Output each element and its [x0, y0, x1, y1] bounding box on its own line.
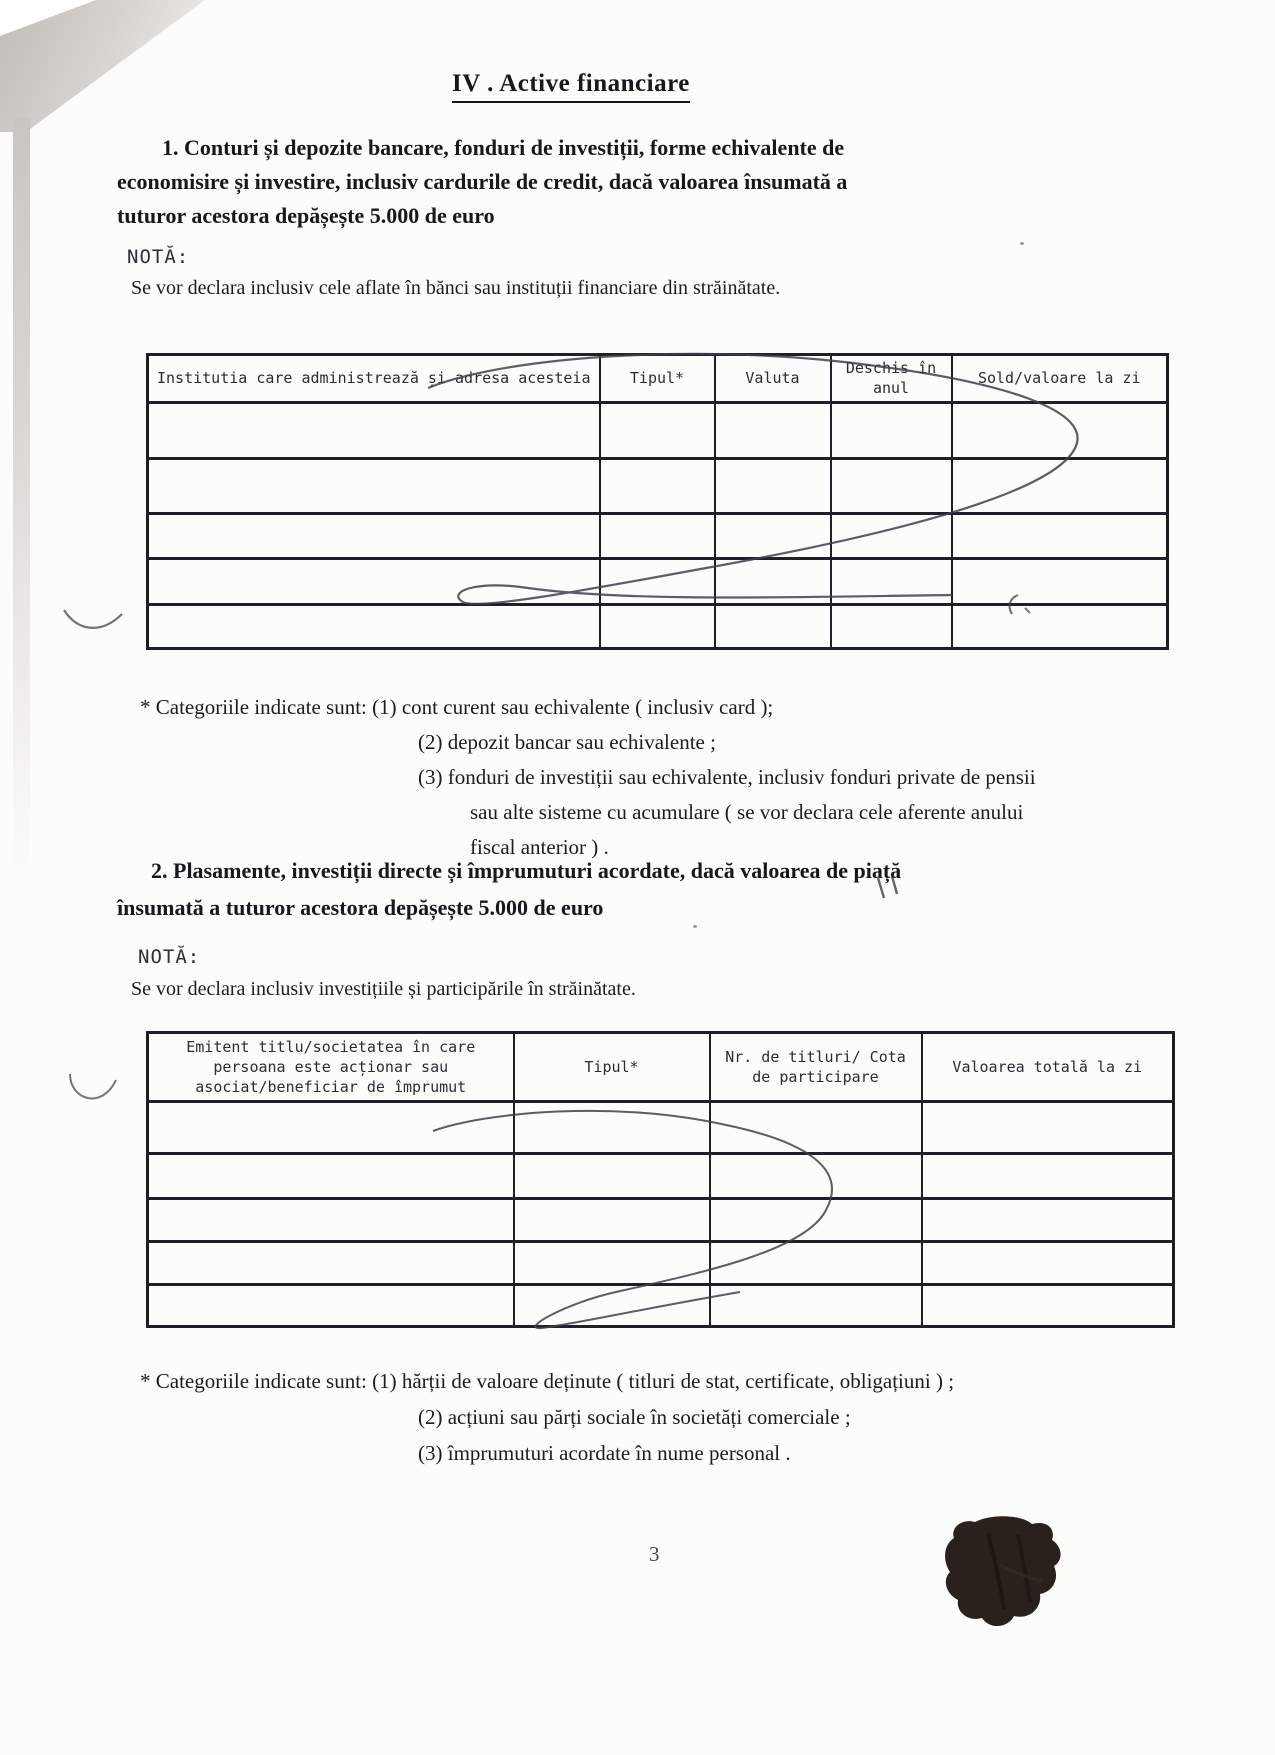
table-empty-cell: [715, 513, 831, 558]
heading-line: 2. Plasamente, investiții directe și împrumuturi acordate, dacă valoarea de piață: [151, 858, 902, 883]
table-empty-cell: [148, 558, 600, 604]
table-empty-cell: [952, 402, 1168, 458]
page-number: 3: [649, 1542, 660, 1566]
table-empty-row: [148, 1242, 1174, 1285]
footnote-line: (2) acțiuni sau părți sociale în societăți comerciale ;: [418, 1405, 851, 1429]
table-empty-cell: [715, 558, 831, 604]
heading-line: economisire și investire, inclusiv cardurile de credit, dacă valoarea însumată a: [117, 169, 848, 194]
table-empty-cell: [514, 1242, 710, 1285]
accounts-table-header-row: [148, 355, 1168, 403]
table-empty-cell: [922, 1102, 1174, 1154]
footnote-line: (2) depozit bancar sau echivalente ;: [418, 730, 716, 754]
table-empty-cell: [600, 458, 715, 513]
scan-speck: [1020, 242, 1024, 245]
table-empty-cell: [715, 604, 831, 648]
column-header-institution: Institutia care administrează și adresa acesteia: [148, 355, 600, 403]
column-header-type: Tipul*: [600, 355, 715, 403]
table-empty-cell: [514, 1154, 710, 1199]
footnote-line: (3) fonduri de investiții sau echivalente, inclusiv fonduri private de pensii: [418, 765, 1036, 789]
margin-check-lower: [62, 1066, 124, 1114]
table-empty-cell: [710, 1154, 922, 1199]
table-empty-cell: [514, 1199, 710, 1242]
table-empty-cell: [600, 402, 715, 458]
footnote-line: sau alte sisteme cu acumulare ( se vor declara cele aferente anului: [470, 800, 1024, 824]
footnote-line: * Categoriile indicate sunt: (1) hărții de valoare deținute ( titluri de stat, certificate, obligațiuni ) ;: [140, 1369, 955, 1393]
table-empty-row: [148, 604, 1168, 648]
section-1-heading: [117, 131, 1017, 233]
investments-table-header-row: [148, 1033, 1174, 1102]
table-empty-cell: [922, 1285, 1174, 1327]
table-empty-row: [148, 513, 1168, 558]
table-empty-cell: [922, 1199, 1174, 1242]
table-empty-cell: [514, 1285, 710, 1327]
table-empty-cell: [715, 458, 831, 513]
table-empty-cell: [831, 513, 952, 558]
table-empty-cell: [952, 604, 1168, 648]
note-text-2: Se vor declara inclusiv investițiile și participările în străinătate.: [131, 978, 636, 1000]
table-empty-row: [148, 558, 1168, 604]
table-empty-cell: [952, 513, 1168, 558]
table-empty-row: [148, 458, 1168, 513]
table-empty-cell: [922, 1154, 1174, 1199]
ink-blot-bottom-right: [930, 1505, 1080, 1645]
margin-check-upper: [58, 598, 128, 638]
footnote-block-2: [140, 1363, 954, 1471]
footnote-line: (3) împrumuturi acordate în nume personal .: [418, 1441, 791, 1465]
note-text-1: Se vor declara inclusiv cele aflate în bănci sau instituții financiare din străinătate.: [131, 277, 781, 299]
table-empty-cell: [600, 604, 715, 648]
table-empty-cell: [831, 558, 952, 604]
column-header-opened-year: Deschis în anul: [831, 355, 952, 403]
table-empty-row: [148, 1199, 1174, 1242]
footnote-line: fiscal anterior ) .: [470, 835, 609, 859]
table-empty-cell: [148, 458, 600, 513]
table-empty-cell: [710, 1199, 922, 1242]
column-header-issuer: Emitent titlu/societatea în care persoana este acționar sau asociat/beneficiar de împrumut: [148, 1033, 514, 1102]
column-header-currency: Valuta: [715, 355, 831, 403]
table-empty-cell: [831, 402, 952, 458]
heading-line: însumată a tuturor acestora depășește 5.000 de euro: [117, 895, 604, 920]
table-empty-cell: [148, 1242, 514, 1285]
note-label-1: NOTĂ:: [127, 246, 190, 268]
table-empty-row: [148, 1154, 1174, 1199]
table-empty-cell: [148, 1285, 514, 1327]
table-empty-cell: [148, 604, 600, 648]
footnote-block-1: [140, 690, 1036, 865]
footnote-line: * Categoriile indicate sunt: (1) cont curent sau echivalente ( inclusiv card );: [140, 695, 774, 719]
table-empty-cell: [148, 1102, 514, 1154]
column-header-total-value: Valoarea totală la zi: [922, 1033, 1174, 1102]
table-empty-cell: [922, 1242, 1174, 1285]
table-empty-cell: [952, 558, 1168, 604]
column-header-type: Tipul*: [514, 1033, 710, 1102]
investments-table: [146, 1031, 1175, 1328]
table-empty-cell: [148, 1199, 514, 1242]
table-empty-cell: [600, 558, 715, 604]
table-empty-cell: [715, 402, 831, 458]
section-2-heading: [117, 852, 1027, 926]
table-empty-cell: [148, 513, 600, 558]
page-title: IV . Active financiare: [452, 70, 690, 103]
table-empty-row: [148, 1285, 1174, 1327]
column-header-shares: Nr. de titluri/ Cota de participare: [710, 1033, 922, 1102]
table-empty-cell: [710, 1102, 922, 1154]
column-header-balance: Sold/valoare la zi: [952, 355, 1168, 403]
heading-line: tuturor acestora depășește 5.000 de euro: [117, 203, 495, 228]
table-empty-cell: [710, 1285, 922, 1327]
table-empty-cell: [148, 1154, 514, 1199]
page-edge-shadow: [13, 118, 30, 878]
note-label-2: NOTĂ:: [138, 946, 201, 968]
table-empty-cell: [710, 1242, 922, 1285]
table-empty-cell: [148, 402, 600, 458]
table-empty-cell: [831, 458, 952, 513]
table-empty-cell: [514, 1102, 710, 1154]
table-empty-cell: [600, 513, 715, 558]
table-empty-cell: [952, 458, 1168, 513]
table-empty-row: [148, 1102, 1174, 1154]
table-empty-cell: [831, 604, 952, 648]
accounts-table: [146, 353, 1169, 650]
heading-line: 1. Conturi și depozite bancare, fonduri de investiții, forme echivalente de: [162, 135, 845, 160]
table-empty-row: [148, 402, 1168, 458]
